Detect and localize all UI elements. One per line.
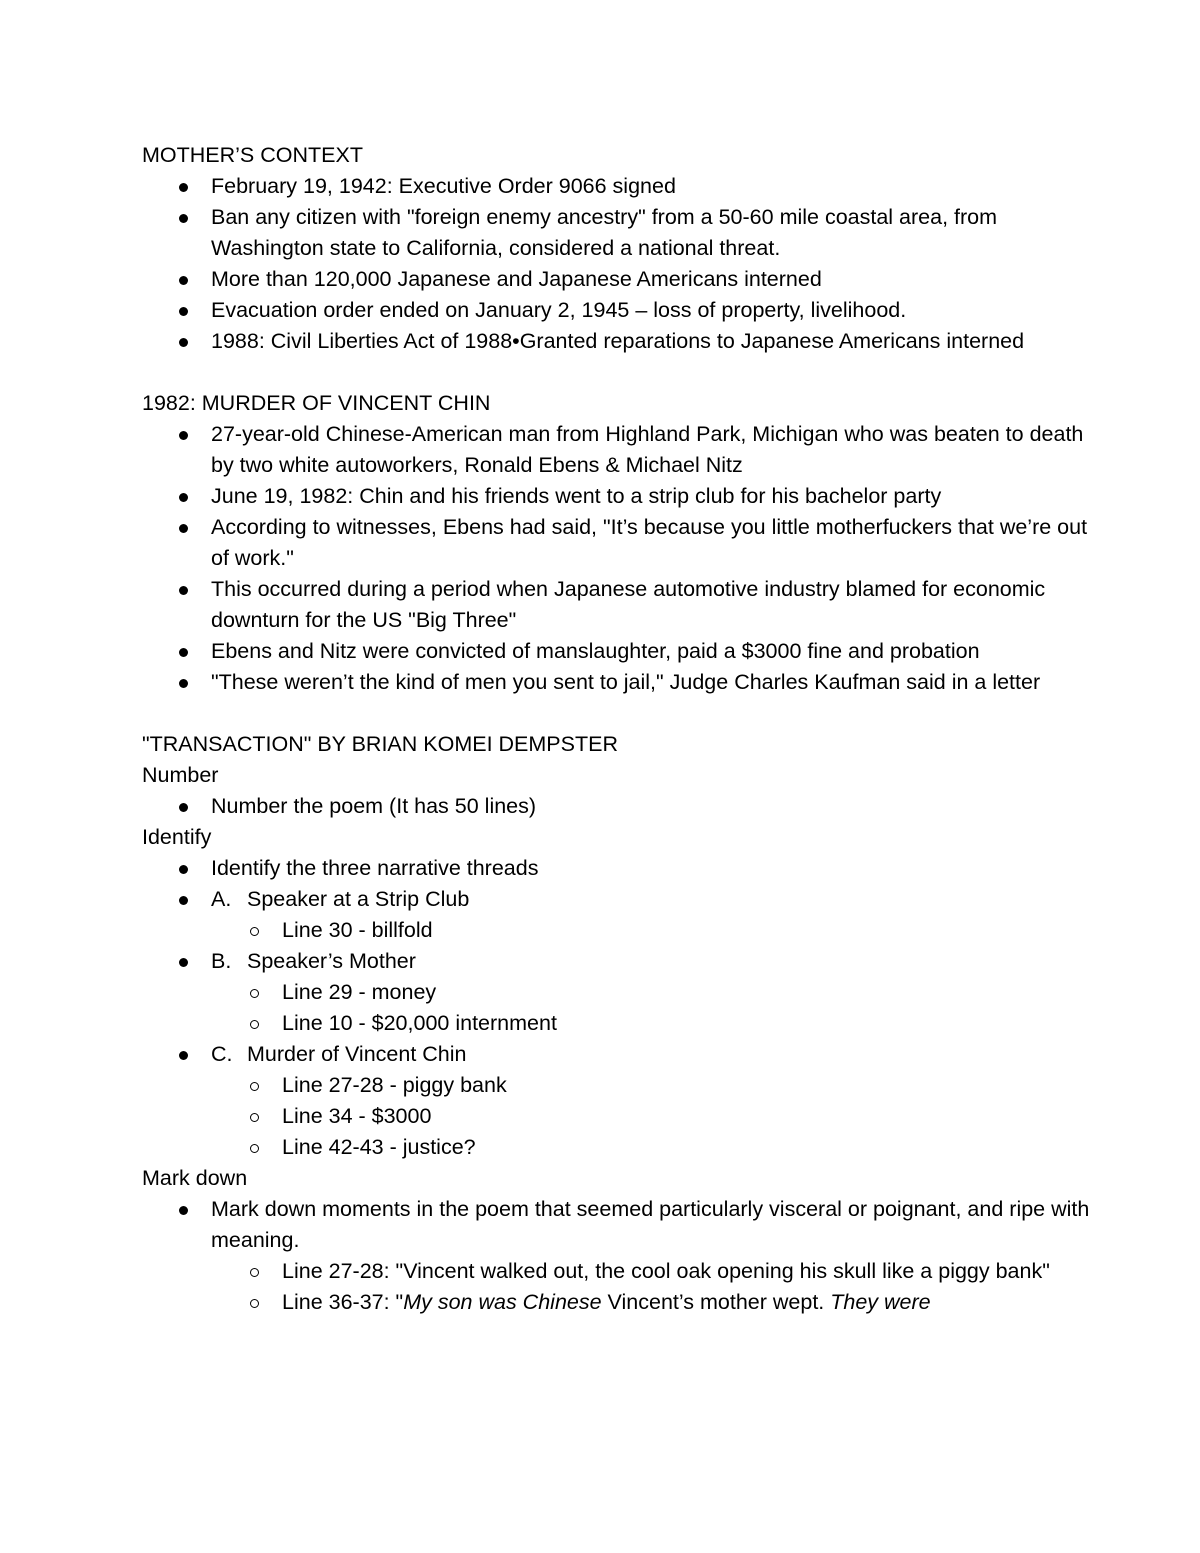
bullet-dot-icon	[179, 338, 188, 347]
list-item: Mark down moments in the poem that seemed particularly visceral or poignant, and ripe with meaning.	[142, 1194, 1100, 1256]
bullet-dot-icon	[179, 865, 188, 874]
bullet-list	[142, 1194, 1100, 1256]
sub-list-item: Line 10 - $20,000 internment	[211, 1008, 1100, 1039]
bullet-circle-icon	[250, 1113, 259, 1122]
sub-list-item: Line 42-43 - justice?	[211, 1132, 1100, 1163]
section-transaction	[142, 729, 1100, 1318]
list-item: Number the poem (It has 50 lines)	[142, 791, 1100, 822]
list-item: More than 120,000 Japanese and Japanese Americans interned	[142, 264, 1100, 295]
bullet-dot-icon	[179, 586, 188, 595]
section-mothers-context	[142, 140, 1100, 357]
bullet-list	[142, 419, 1100, 698]
sub-list-item: Line 29 - money	[211, 977, 1100, 1008]
sub-bullet-list	[142, 1256, 1100, 1318]
bullet-dot-icon	[179, 307, 188, 316]
list-item: Identify the three narrative threads	[142, 853, 1100, 884]
subsection-label-number: Number	[142, 763, 219, 787]
bullet-list	[142, 853, 1100, 915]
list-item: June 19, 1982: Chin and his friends went to a strip club for his bachelor party	[142, 481, 1100, 512]
list-item-thread-b: B. Speaker’s Mother	[142, 946, 1100, 977]
bullet-dot-icon	[179, 1051, 188, 1060]
list-item: Ban any citizen with "foreign enemy ancestry" from a 50-60 mile coastal area, from Washington state to California, considered a national threat.	[142, 202, 1100, 264]
bullet-dot-icon	[179, 648, 188, 657]
list-item: According to witnesses, Ebens had said, "It’s because you little motherfuckers that we’re out of work."	[142, 512, 1100, 574]
sub-list-item: Line 27-28: "Vincent walked out, the cool oak opening his skull like a piggy bank"	[211, 1256, 1100, 1287]
sub-list-item: Line 34 - $3000	[211, 1101, 1100, 1132]
sub-list-item: Line 36-37: "My son was Chinese Vincent’s mother wept. They were	[211, 1287, 1100, 1318]
bullet-dot-icon	[179, 183, 188, 192]
list-item: Evacuation order ended on January 2, 1945 – loss of property, livelihood.	[142, 295, 1100, 326]
bullet-list	[142, 171, 1100, 357]
bullet-dot-icon	[179, 1206, 188, 1215]
section-heading: "TRANSACTION" BY BRIAN KOMEI DEMPSTER	[142, 732, 618, 756]
bullet-circle-icon	[250, 927, 259, 936]
bullet-dot-icon	[179, 958, 188, 967]
list-item: 1988: Civil Liberties Act of 1988•Granted reparations to Japanese Americans interned	[142, 326, 1100, 357]
list-item: February 19, 1942: Executive Order 9066 signed	[142, 171, 1100, 202]
list-item: Ebens and Nitz were convicted of manslaughter, paid a $3000 fine and probation	[142, 636, 1100, 667]
list-item-thread-a: A. Speaker at a Strip Club	[142, 884, 1100, 915]
bullet-dot-icon	[179, 276, 188, 285]
bullet-dot-icon	[179, 679, 188, 688]
bullet-dot-icon	[179, 493, 188, 502]
bullet-circle-icon	[250, 1268, 259, 1277]
list-item: 27-year-old Chinese-American man from Highland Park, Michigan who was beaten to death by two white autoworkers, Ronald Ebens & Michael Nitz	[142, 419, 1100, 481]
section-heading: MOTHER’S CONTEXT	[142, 143, 363, 167]
sub-list-item: Line 30 - billfold	[211, 915, 1100, 946]
bullet-circle-icon	[250, 1144, 259, 1153]
bullet-list	[142, 946, 1100, 977]
section-vincent-chin	[142, 388, 1100, 698]
sub-bullet-list	[142, 1070, 1100, 1163]
bullet-circle-icon	[250, 989, 259, 998]
list-item-thread-c: C. Murder of Vincent Chin	[142, 1039, 1100, 1070]
bullet-dot-icon	[179, 803, 188, 812]
subsection-label-identify: Identify	[142, 825, 212, 849]
section-heading: 1982: MURDER OF VINCENT CHIN	[142, 391, 491, 415]
list-item: This occurred during a period when Japanese automotive industry blamed for economic downturn for the US "Big Three"	[142, 574, 1100, 636]
bullet-dot-icon	[179, 214, 188, 223]
bullet-dot-icon	[179, 431, 188, 440]
bullet-circle-icon	[250, 1082, 259, 1091]
list-item: "These weren’t the kind of men you sent to jail," Judge Charles Kaufman said in a letter	[142, 667, 1100, 698]
sub-bullet-list	[142, 977, 1100, 1039]
bullet-circle-icon	[250, 1020, 259, 1029]
subsection-label-mark-down: Mark down	[142, 1166, 248, 1190]
bullet-list	[142, 1039, 1100, 1070]
bullet-dot-icon	[179, 524, 188, 533]
sub-list-item: Line 27-28 - piggy bank	[211, 1070, 1100, 1101]
bullet-list	[142, 791, 1100, 822]
bullet-dot-icon	[179, 896, 188, 905]
sub-bullet-list	[142, 915, 1100, 946]
bullet-circle-icon	[250, 1299, 259, 1308]
